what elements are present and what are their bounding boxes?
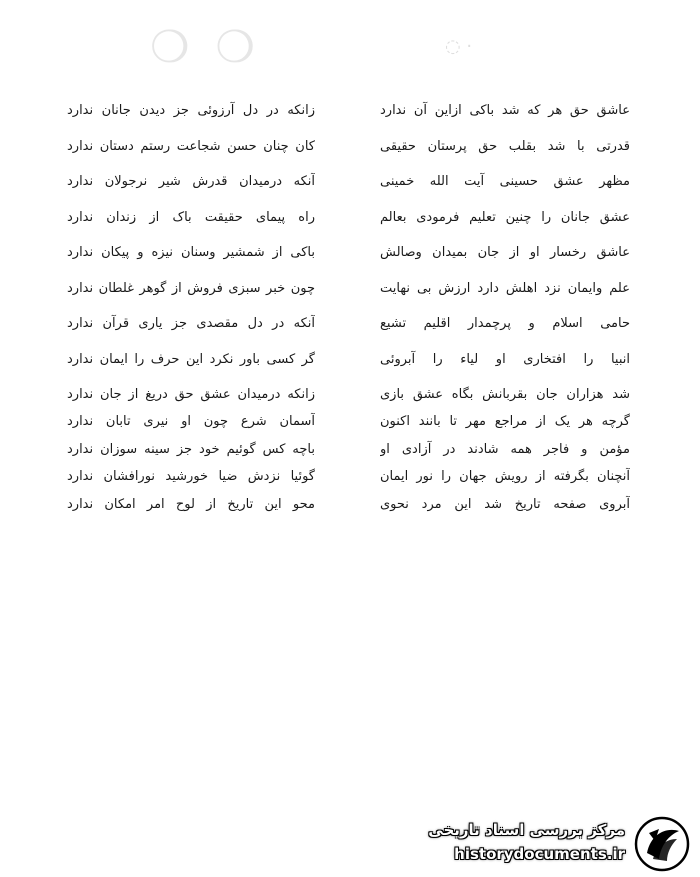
poem-line: علم وایمان نزد اهلش دارد ارزش بی نهایت: [380, 280, 630, 296]
poem-line: انبیا را افتخاری او لیاء را آبروئی: [380, 351, 630, 367]
poem-line: آسمان شرع چون او نیری تابان ندارد: [67, 414, 315, 430]
poem-right-column: [380, 100, 630, 521]
poem-line: مؤمن و فاجر همه شادند در آزادی او: [380, 441, 630, 457]
poem-left-column: [67, 100, 315, 521]
poem-line: عشق جانان را چنین تعلیم فرمودی بعالم: [380, 209, 630, 225]
poem-line: آنکه در دل مقصدی جز یاری قرآن ندارد: [67, 316, 315, 331]
poem-line: چون خبر سبزی فروش از گوهر غلطان ندارد: [67, 280, 315, 296]
watermark-url: historydocuments.ir: [454, 845, 625, 863]
poem-line: قدرتی با شد بقلب حق پرستان حقیقی: [380, 138, 630, 154]
poem-line: راه پیمای حقیقت باک از زندان ندارد: [67, 209, 315, 225]
poem-line: آبروی صفحه تاریخ شد این مرد نحوی: [380, 496, 630, 512]
poem-line: عاشق حق هر که شد باکی ازاین آن ندارد: [380, 103, 630, 118]
watermark-title: مرکز بررسی اسناد تاریخی: [428, 821, 625, 839]
poem-line: گر کسی باور نکرد این حرف را ایمان ندارد: [67, 351, 315, 367]
poem-line: زانکه در دل آرزوئی جز دیدن جانان ندارد: [67, 103, 315, 118]
history-documents-logo-icon: [633, 815, 691, 873]
poem-line: گوئیا نزدش ضیا خورشید نورافشان ندارد: [67, 469, 315, 485]
poem-line: گرچه هر یک از مراجع مهر تا بانند اکنون: [380, 414, 630, 430]
poem-line: کان چنان حسن شجاعت رستم دستان ندارد: [67, 138, 315, 154]
poem-line: باچه کس گوئیم خود جز سینه سوزان ندارد: [67, 441, 315, 457]
archive-watermark: [400, 815, 695, 873]
faint-header-mark: ❍ ❍: [150, 22, 261, 73]
poem-line: باکی از شمشیر وسنان نیزه و پیکان ندارد: [67, 245, 315, 260]
poem-line: شد هزاران جان بقربانش بگاه عشق بازی: [380, 387, 630, 402]
faint-header-mark-small: ◌ ·: [445, 36, 473, 57]
poem-line: آنچنان بگرفته از رویش جهان را نور ایمان: [380, 469, 630, 485]
poem-line: زانکه درمیدان عشق حق دریغ از جان ندارد: [67, 387, 315, 402]
poem-line: مظهر عشق حسینی آیت الله خمینی: [380, 174, 630, 189]
poem-line: عاشق رخسار او از جان بمیدان وصالش: [380, 245, 630, 260]
poem-line: محو این تاریخ از لوح امر امکان ندارد: [67, 496, 315, 512]
poem-line: حامی اسلام و پرچمدار اقلیم تشیع: [380, 316, 630, 331]
poem-line: آنکه درمیدان قدرش شیر نرجولان ندارد: [67, 174, 315, 189]
